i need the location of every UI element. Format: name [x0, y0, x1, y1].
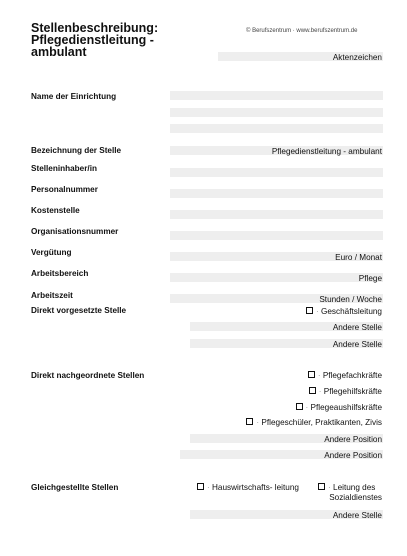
option-dash: · [315, 307, 321, 316]
checkbox-hauswirtschaftsleitung[interactable] [197, 483, 204, 490]
option-pflegefachkraefte[interactable] [308, 371, 382, 380]
option-dash: · [317, 371, 323, 380]
checkbox-geschaeftsleitung[interactable] [306, 307, 313, 314]
document-title: Stellenbeschreibung: Pflegedienstleitung - ambulant [31, 21, 159, 59]
option-pflegefachkraefte-label: Pflegefachkräfte [322, 371, 382, 380]
option-pflegeaushilfskraefte-label: Pflegeaushilfskräfte [310, 403, 382, 412]
vorgesetzte-andere-label-1: Andere Stelle [332, 323, 382, 332]
personalnummer-label: Personalnummer [31, 185, 98, 194]
checkbox-leitung-sozialdienst[interactable] [318, 483, 325, 490]
option-pflegeschueler-label: Pflegeschüler, Praktikanten, Zivis [261, 418, 382, 427]
arbeitszeit-unit: Stunden / Woche [319, 295, 382, 304]
option-dash: · [305, 403, 311, 412]
nachgeordnete-label: Direkt nachgeordnete Stellen [31, 371, 145, 380]
personalnummer-field[interactable] [170, 189, 383, 198]
option-leitung-sozialdienst-label-1: Leitung des [333, 483, 376, 492]
einrichtung-field-1[interactable] [170, 91, 383, 100]
stelleninhaber-label: Stelleninhaber/in [31, 164, 97, 173]
vorgesetzte-andere-label-2: Andere Stelle [332, 340, 382, 349]
option-geschaeftsleitung-label: Geschäftsleitung [321, 307, 382, 316]
gleichgestellte-label: Gleichgestellte Stellen [31, 483, 119, 492]
arbeitsbereich-value: Pflege [358, 274, 382, 283]
nachgeordnete-andere-label-1: Andere Position [324, 435, 382, 444]
option-pflegehilfskraefte[interactable] [309, 387, 382, 396]
bezeichnung-value: Pflegedienstleitung - ambulant [271, 147, 382, 156]
einrichtung-field-3[interactable] [170, 124, 383, 133]
stelleninhaber-field[interactable] [170, 168, 383, 177]
option-dash: · [256, 418, 262, 427]
option-pflegeschueler[interactable] [246, 418, 382, 427]
arbeitszeit-label: Arbeitszeit [31, 291, 73, 300]
option-pflegeaushilfskraefte[interactable] [296, 403, 382, 412]
nachgeordnete-andere-label-2: Andere Position [324, 451, 382, 460]
aktenzeichen-label: Aktenzeichen [332, 53, 382, 62]
verguetung-unit: Euro / Monat [335, 253, 382, 262]
option-dash: · [328, 483, 334, 492]
vorgesetzte-label: Direkt vorgesetzte Stelle [31, 306, 127, 315]
gleichgestellte-andere-label: Andere Stelle [332, 511, 382, 520]
checkbox-pflegeschueler[interactable] [246, 418, 253, 425]
organisationsnummer-label: Organisationsnummer [31, 227, 119, 236]
option-geschaeftsleitung[interactable] [306, 307, 382, 316]
bezeichnung-label: Bezeichnung der Stelle [31, 146, 122, 155]
kostenstelle-label: Kostenstelle [31, 206, 80, 215]
organisationsnummer-field[interactable] [170, 231, 383, 240]
kostenstelle-field[interactable] [170, 210, 383, 219]
option-leitung-sozialdienst-label-2: Sozialdienstes [329, 493, 382, 502]
option-hauswirtschaftsleitung-label: Hauswirtschafts- leitung [212, 483, 299, 492]
option-leitung-sozialdienst[interactable] [318, 483, 375, 492]
option-pflegehilfskraefte-label: Pflegehilfskräfte [323, 387, 382, 396]
option-dash: · [207, 483, 213, 492]
einrichtung-label: Name der Einrichtung [31, 92, 117, 101]
einrichtung-field-2[interactable] [170, 108, 383, 117]
checkbox-pflegeaushilfskraefte[interactable] [296, 403, 303, 410]
copyright-note: © Berufszentrum · www.berufszentrum.de [246, 28, 358, 34]
option-hauswirtschaftsleitung[interactable] [197, 483, 299, 492]
arbeitsbereich-label: Arbeitsbereich [31, 269, 89, 278]
option-dash: · [318, 387, 324, 396]
checkbox-pflegefachkraefte[interactable] [308, 371, 315, 378]
checkbox-pflegehilfskraefte[interactable] [309, 387, 316, 394]
verguetung-label: Vergütung [31, 248, 72, 257]
arbeitsbereich-field[interactable] [170, 273, 383, 282]
